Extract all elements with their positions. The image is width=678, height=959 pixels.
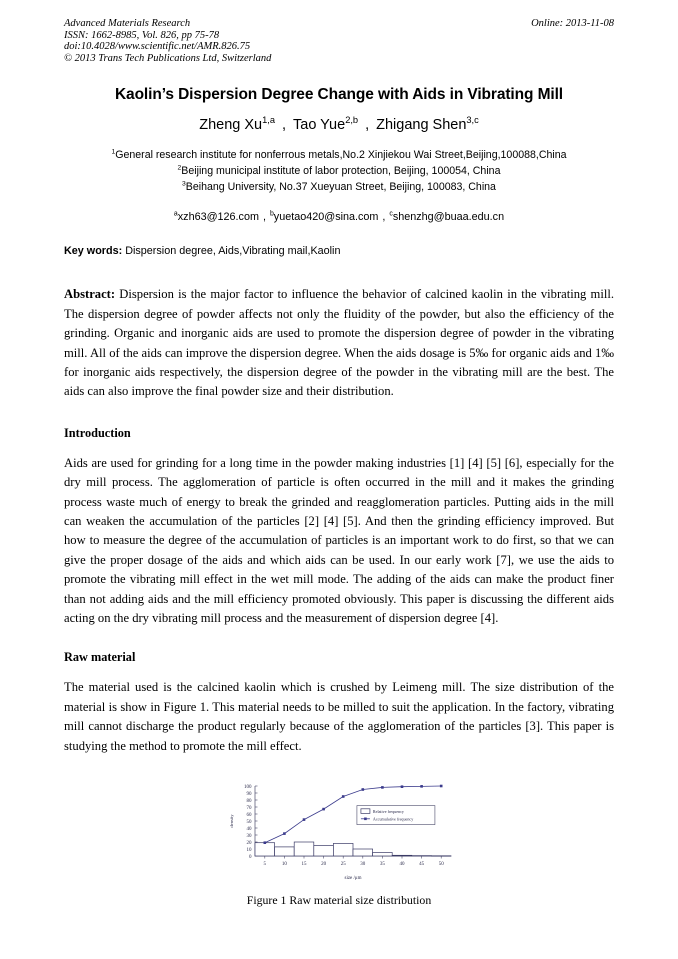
abstract-block xyxy=(64,285,614,401)
x-axis-tick-label: 45 xyxy=(419,862,425,868)
y-axis-tick-label: 60 xyxy=(246,813,252,819)
email-marker: c xyxy=(389,210,393,218)
affiliation xyxy=(64,147,614,163)
author xyxy=(293,117,358,133)
chart-bar xyxy=(333,843,353,856)
page-title: Kaolin’s Dispersion Degree Change with Aids in Vibrating Mill xyxy=(114,86,564,104)
y-axis-tick-label: 80 xyxy=(246,799,252,805)
email-marker: a xyxy=(173,210,178,218)
x-axis-tick-label: 15 xyxy=(301,862,307,868)
chart-bar xyxy=(392,855,412,856)
chart-bar xyxy=(255,843,275,856)
keywords-label: Key words: xyxy=(64,245,123,258)
x-axis-title: size /μm xyxy=(344,876,362,882)
email-list xyxy=(64,211,614,223)
chart-line-marker xyxy=(440,785,443,788)
y-axis-tick-label: 70 xyxy=(246,806,252,812)
affiliation xyxy=(64,163,614,179)
author-name: Zheng Xu xyxy=(199,117,263,134)
author-affiliation-marker: 1,a xyxy=(262,115,275,126)
y-axis-tick-label: 30 xyxy=(246,834,252,840)
author-separator: , xyxy=(365,117,370,134)
chart-line-marker xyxy=(401,785,404,788)
y-axis-title: density xyxy=(229,814,234,828)
email-text: yuetao420@sina.com xyxy=(273,211,379,224)
y-axis-tick-label: 50 xyxy=(246,820,252,826)
chart-line-marker xyxy=(264,841,267,844)
affiliation-marker: 1 xyxy=(111,148,116,156)
chart-line-marker xyxy=(322,808,325,811)
author-email xyxy=(389,211,504,223)
legend-label-relative-frequency: Relative frequency xyxy=(372,809,404,815)
chart-line-marker xyxy=(303,818,306,821)
email-text: xzh63@126.com xyxy=(177,211,259,224)
y-axis-tick-label: 40 xyxy=(246,827,252,833)
author-name: Zhigang Shen xyxy=(376,117,467,134)
abstract-text: Dispersion is the major factor to influence the behavior of calcined kaolin in the vibrating mill. The dispersion degree of powder affects not only the fluidity of the powder, but also the efficiency of the grinding. Organic and inorganic aids are used to promote the dispersion degree of powder in the vibrating mill. All of the aids can improve the dispersion degree. When the aids dosage is 5‰ for organic aids and 1‰ for inorganic aids respectively, the dispersion degree of the powder in the vibrating mill are the best. The aids can also improve the final powder size and their distribution. xyxy=(64,287,614,399)
section-paragraph: Aids are used for grinding for a long time in the powder making industries [1] [4] [5] [6], especially for the dry mill process. The agglomeration of particle is often occurred in the mill and it makes the grinding process waste much of energy to break the grinded and reagglomeration particles. Putting aids in the mill can weaken the accumulation of the particles [2] [4] [5]. And then the grinding efficiency improved. But how to measure the degree of the accumulation of particles is an important work to do first, so that we can give the proper dosage of the aids and which aids can be used. In our early work [7], we use the aids to promote the vibrating mill effect in the wet mill mode. The adding of the aids can make the product finer than not adding aids and the mill efficiency promoted obviously. This paper is discussing the different aids acting on the dry vibrating mill process and the measurement of dispersion degree [4]. xyxy=(64,455,614,626)
section-heading-introduction: Introduction xyxy=(64,425,131,440)
chart-line-marker xyxy=(362,788,365,791)
figure-caption: Figure 1 Raw material size distribution xyxy=(246,893,432,908)
x-axis-tick-label: 50 xyxy=(438,862,444,868)
chart-svg xyxy=(215,778,463,882)
journal-name: Advanced Materials Research xyxy=(64,18,191,29)
email-marker: b xyxy=(269,210,274,218)
chart-bar xyxy=(373,853,393,857)
author-email xyxy=(174,211,259,223)
affiliation xyxy=(64,179,614,195)
chart-line-marker xyxy=(381,786,384,789)
y-axis-tick-label: 0 xyxy=(249,855,252,861)
author-list xyxy=(64,117,614,133)
section-paragraph: The material used is the calcined kaolin which is crushed by Leimeng mill. The size distribution of the material is show in Figure 1. This material needs to be milled to suit the application. In the factory, vibrating mill cannot discharge the product regularly because of the agglomeration of the particles [3]. This paper is studying the method to promote the mill effect. xyxy=(64,680,614,753)
figure-1 xyxy=(64,778,614,908)
journal-issn: ISSN: 1662-8985, Vol. 826, pp 75-78 xyxy=(64,29,220,41)
affiliation-marker: 2 xyxy=(177,164,182,172)
email-separator: , xyxy=(262,211,266,224)
affiliation-list xyxy=(64,147,614,195)
chart-bar xyxy=(314,846,334,857)
legend-swatch-marker xyxy=(364,818,367,821)
section-heading-raw-material: Raw material xyxy=(64,650,136,665)
chart-bar xyxy=(353,849,373,856)
abstract-label: Abstract: xyxy=(64,287,116,302)
author-affiliation-marker: 3,c xyxy=(466,115,479,126)
y-axis-tick-label: 20 xyxy=(246,841,252,847)
author-name: Tao Yue xyxy=(293,117,346,134)
y-axis-tick-label: 10 xyxy=(246,848,252,854)
author-email xyxy=(270,211,378,223)
affiliation-text: Beihang University, No.37 Xueyuan Street, Beijing, 100083, China xyxy=(185,181,496,194)
email-text: shenzhg@buaa.edu.cn xyxy=(392,211,505,224)
legend-swatch-bar xyxy=(361,809,370,814)
email-separator: , xyxy=(382,211,386,224)
affiliation-marker: 3 xyxy=(182,180,186,188)
x-axis-tick-label: 35 xyxy=(379,862,385,868)
online-date: Online: 2013-11-08 xyxy=(531,18,614,29)
chart-bar xyxy=(275,847,295,856)
x-axis-tick-label: 10 xyxy=(281,862,287,868)
journal-copyright: © 2013 Trans Tech Publications Ltd, Switzerland xyxy=(64,52,272,64)
x-axis-tick-label: 25 xyxy=(340,862,346,868)
journal-doi: doi:10.4028/www.scientific.net/AMR.826.75 xyxy=(64,41,251,53)
author xyxy=(199,117,275,133)
page-content xyxy=(64,18,614,908)
x-axis-tick-label: 40 xyxy=(399,862,405,868)
chart-line-marker xyxy=(342,795,345,798)
author xyxy=(376,117,479,133)
x-axis-tick-label: 30 xyxy=(360,862,366,868)
chart-raw-material-size-distribution xyxy=(215,778,463,882)
keywords-value: Dispersion degree, Aids,Vibrating mail,Kaolin xyxy=(125,245,341,258)
y-axis-tick-label: 100 xyxy=(244,785,252,791)
author-separator: , xyxy=(282,117,287,134)
chart-line-marker xyxy=(420,785,423,788)
x-axis-tick-label: 5 xyxy=(263,862,267,868)
keywords-line xyxy=(64,245,614,257)
journal-header xyxy=(64,18,614,64)
author-affiliation-marker: 2,b xyxy=(345,115,359,126)
chart-bar xyxy=(294,842,314,856)
x-axis-tick-label: 20 xyxy=(321,862,327,868)
legend-label-accumulative-frequency: Accumulative frequency xyxy=(372,816,414,822)
affiliation-text: Beijing municipal institute of labor protection, Beijing, 100054, China xyxy=(181,165,501,178)
affiliation-text: General research institute for nonferrous metals,No.2 Xinjiekou Wai Street,Beijing,100088,China xyxy=(115,149,567,162)
chart-line-marker xyxy=(283,832,286,835)
y-axis-tick-label: 90 xyxy=(246,792,252,798)
